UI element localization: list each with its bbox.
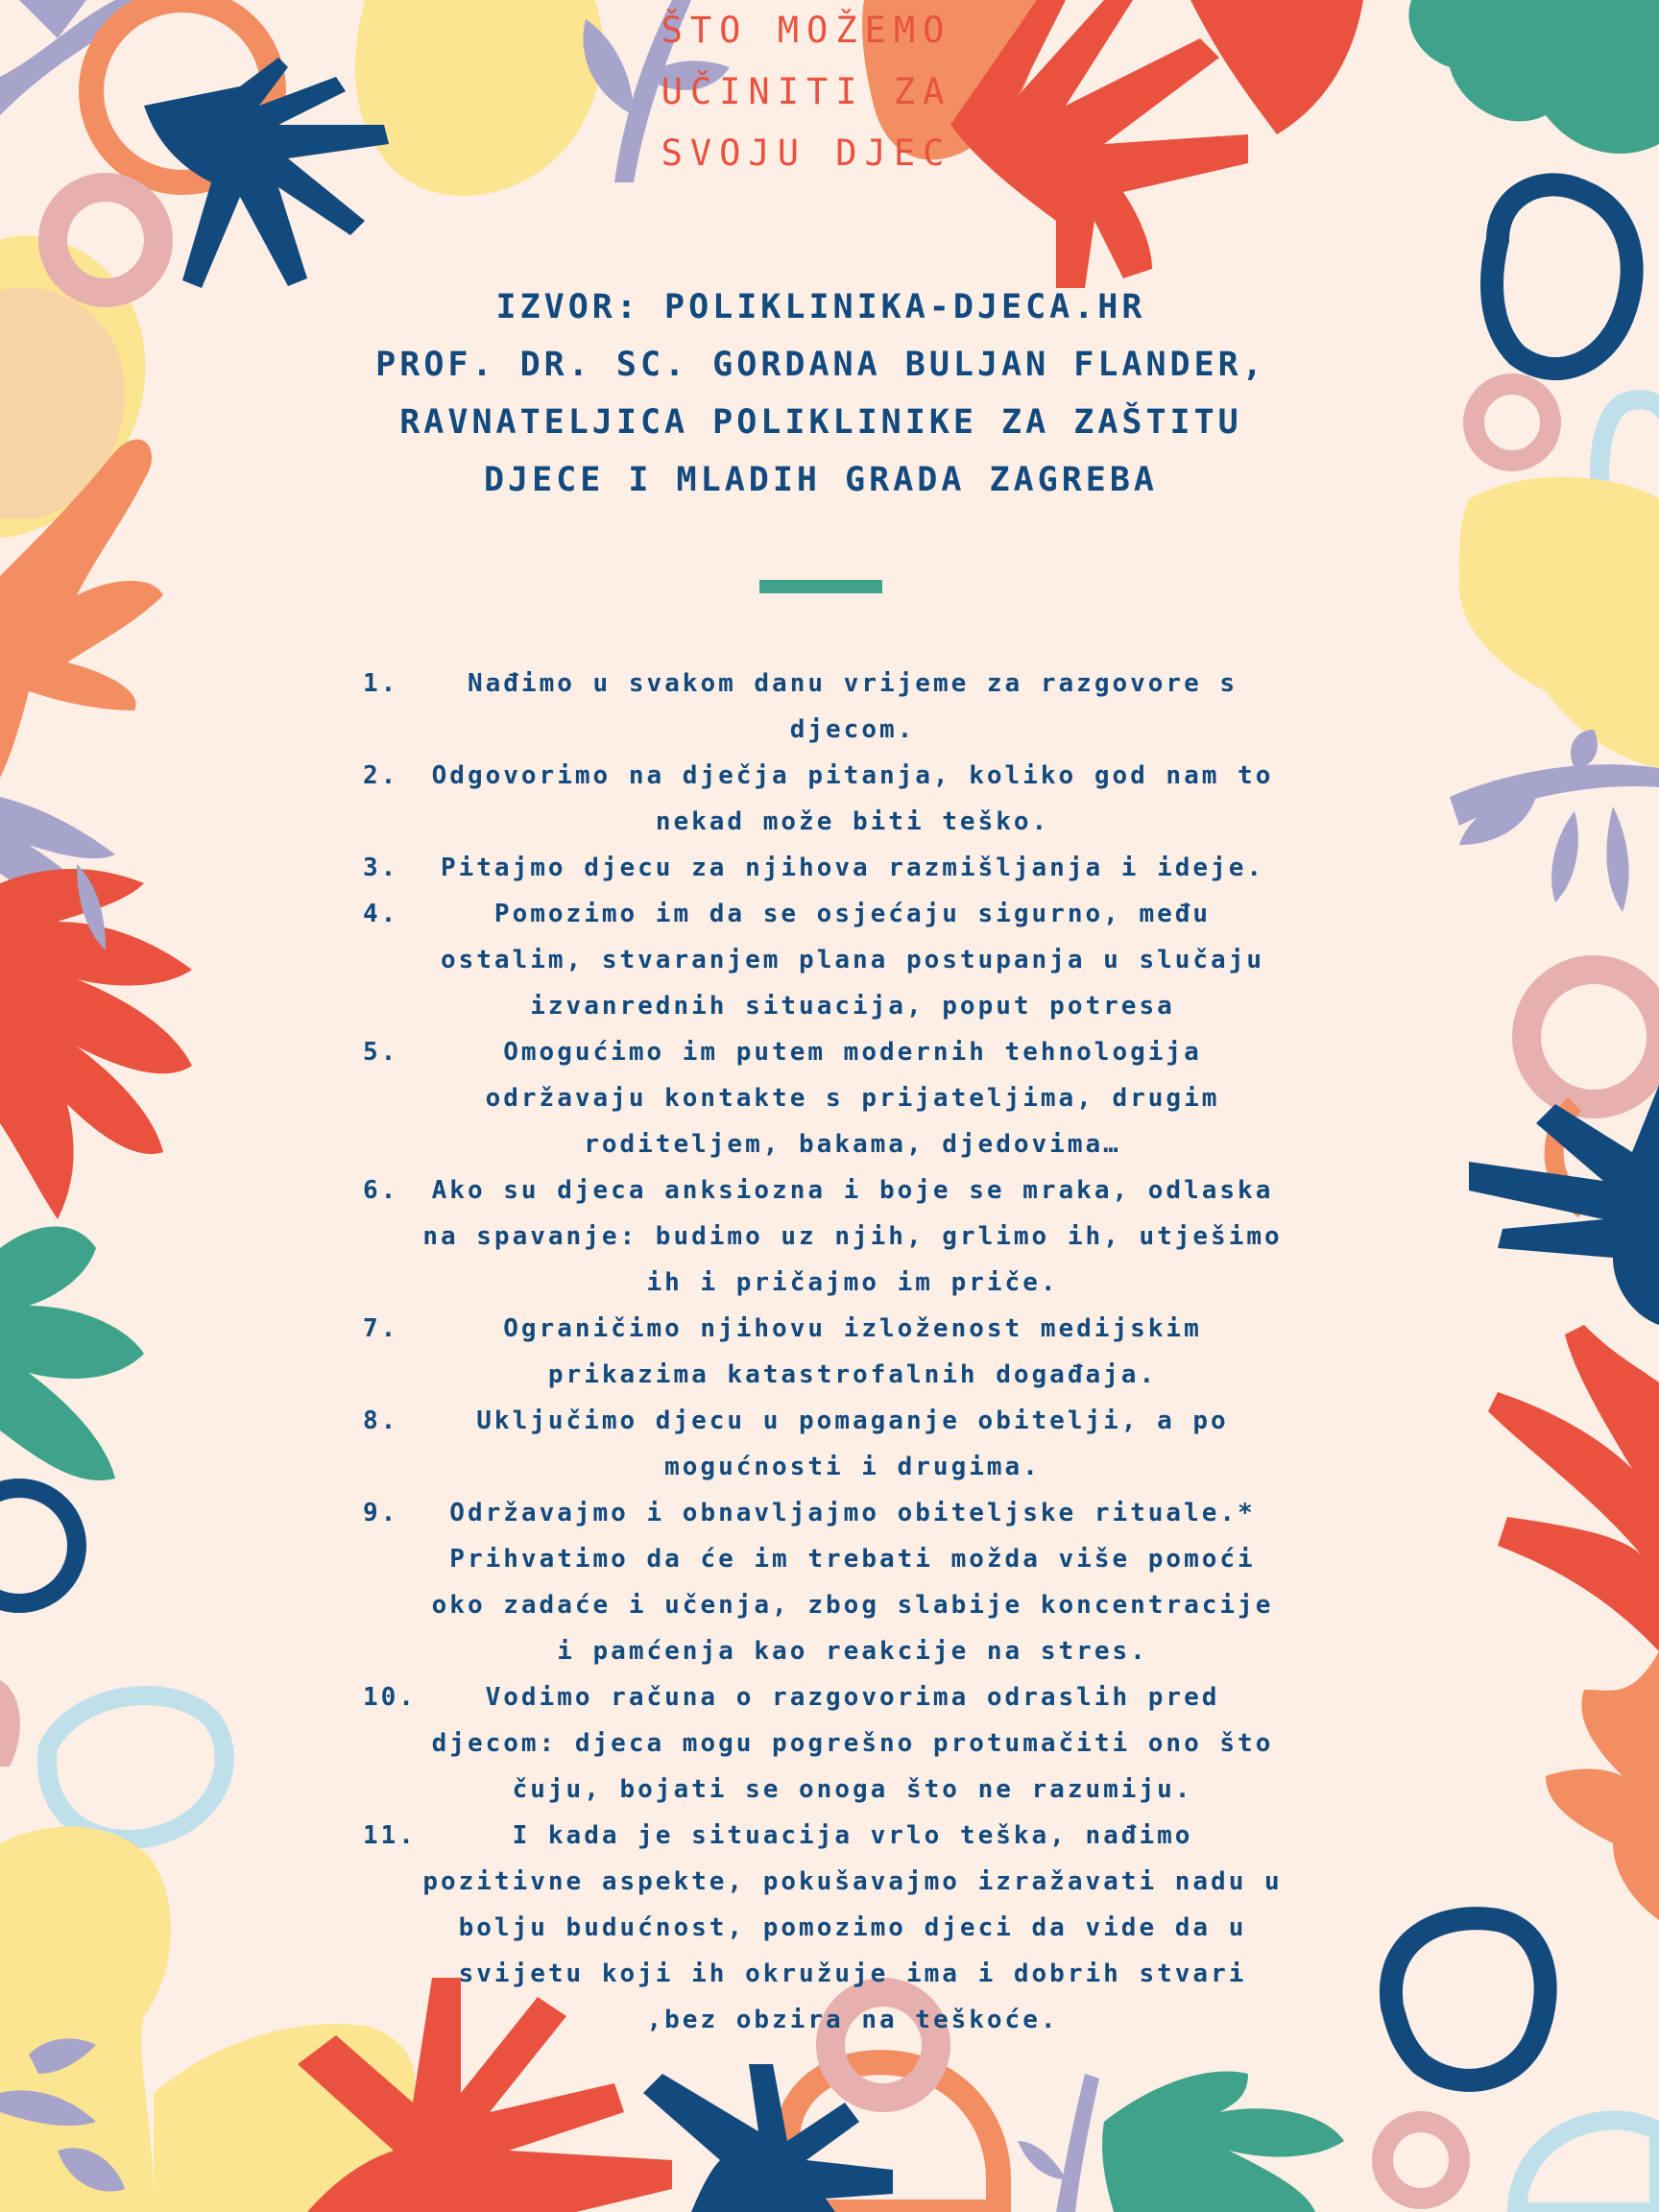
source-line: IZVOR: POLIKLINIKA-DJECA.HR [495,288,1146,326]
item-number: 9. [363,1499,399,1527]
item-line: Omogućimo im putem modernih tehnologija [503,1038,1202,1067]
item-line: mogućnosti i drugima. [664,1453,1041,1481]
list-item [353,1029,1313,1167]
item-line: Uključimo djecu u pomaganje obitelji, a po [476,1407,1229,1435]
item-line: bolju budućnost, pomozimo djeci da vide da u [458,1913,1247,1942]
item-line: Održavajmo i obnavljajmo obiteljske rituale.* [449,1499,1256,1527]
item-line: I kada je situacija vrlo teška, nađimo [512,1821,1193,1850]
source-line: PROF. DR. SC. GORDANA BULJAN FLANDER, [375,346,1266,384]
item-line: oko zadaće i učenja, zbog slabije koncentracije [431,1591,1274,1620]
title-line: ŠTO MOŽEMO [661,10,952,51]
item-line: Nađimo u svakom danu vrijeme za razgovore s [467,669,1238,698]
item-number: 10. [363,1683,417,1712]
item-line: ,bez obzira na teškoće. [646,2006,1059,2034]
item-line: Prihvatimo da će im trebati možda više pomoći [449,1545,1256,1574]
item-line: izvanrednih situacija, poput potresa [530,992,1175,1021]
source-credit [288,278,1354,509]
item-number: 6. [363,1176,399,1205]
item-line: i pamćenja kao reakcije na stres. [557,1637,1148,1666]
item-number: 8. [363,1407,399,1435]
source-line: RAVNATELJICA POLIKLINIKE ZA ZAŠTITU [399,403,1242,442]
list-item [353,1813,1313,2043]
item-line: djecom. [789,715,916,744]
item-line: roditeljem, bakama, djedovima… [584,1130,1121,1159]
list-item [353,1306,1313,1398]
item-line: svijetu koji ih okružuje ima i dobrih stvari [458,1960,1247,1988]
item-line: ostalim, stvaranjem plana postupanja u slučaju [440,946,1265,974]
item-number: 4. [363,900,399,928]
list-item [353,891,1313,1029]
list-item [353,753,1313,845]
item-number: 1. [363,669,399,698]
source-line: DJECE I MLADIH GRADA ZAGREBA [483,461,1158,499]
item-line: Pitajmo djecu za njihova razmišljanja i ideje. [440,854,1265,882]
item-line: prikazima katastrofalnih događaja. [547,1360,1158,1389]
item-line: Vodimo računa o razgovorima odraslih pred [485,1683,1220,1712]
list-item [353,1674,1313,1813]
item-line: Ako su djeca anksiozna i boje se mraka, odlaska [431,1176,1274,1205]
item-number: 7. [363,1314,399,1343]
title-line: UČINITI ZA [661,71,952,112]
item-number: 5. [363,1038,399,1067]
item-number: 2. [363,761,399,790]
advice-list [353,661,1313,2043]
list-item [353,661,1313,753]
list-item [353,845,1313,891]
list-item [353,1490,1313,1674]
title-line: SVOJU DJEC [661,132,952,174]
divider-bar [759,580,882,593]
item-line: djecom: djeca mogu pogrešno protumačiti ono što [431,1729,1274,1758]
item-line: Odgovorimo na dječja pitanja, koliko god nam to [431,761,1274,790]
item-number: 11. [363,1821,417,1850]
item-line: čuju, bojati se onoga što ne razumiju. [512,1775,1193,1804]
item-line: na spavanje: budimo uz njih, grlimo ih, utješimo [422,1222,1283,1251]
item-number: 3. [363,854,399,882]
item-line: Ograničimo njihovu izloženost medijskim [503,1314,1202,1343]
list-item [353,1167,1313,1306]
flyer-title [538,0,1075,184]
item-line: nekad može biti teško. [655,807,1050,836]
item-line: pozitivne aspekte, pokušavajmo izražavati nadu u [422,1867,1283,1896]
list-item [353,1398,1313,1490]
item-line: ih i pričajmo im priče. [646,1268,1059,1297]
item-line: održavaju kontakte s prijateljima, drugim [485,1084,1220,1113]
item-line: Pomozimo im da se osjećaju sigurno, među [493,900,1212,928]
